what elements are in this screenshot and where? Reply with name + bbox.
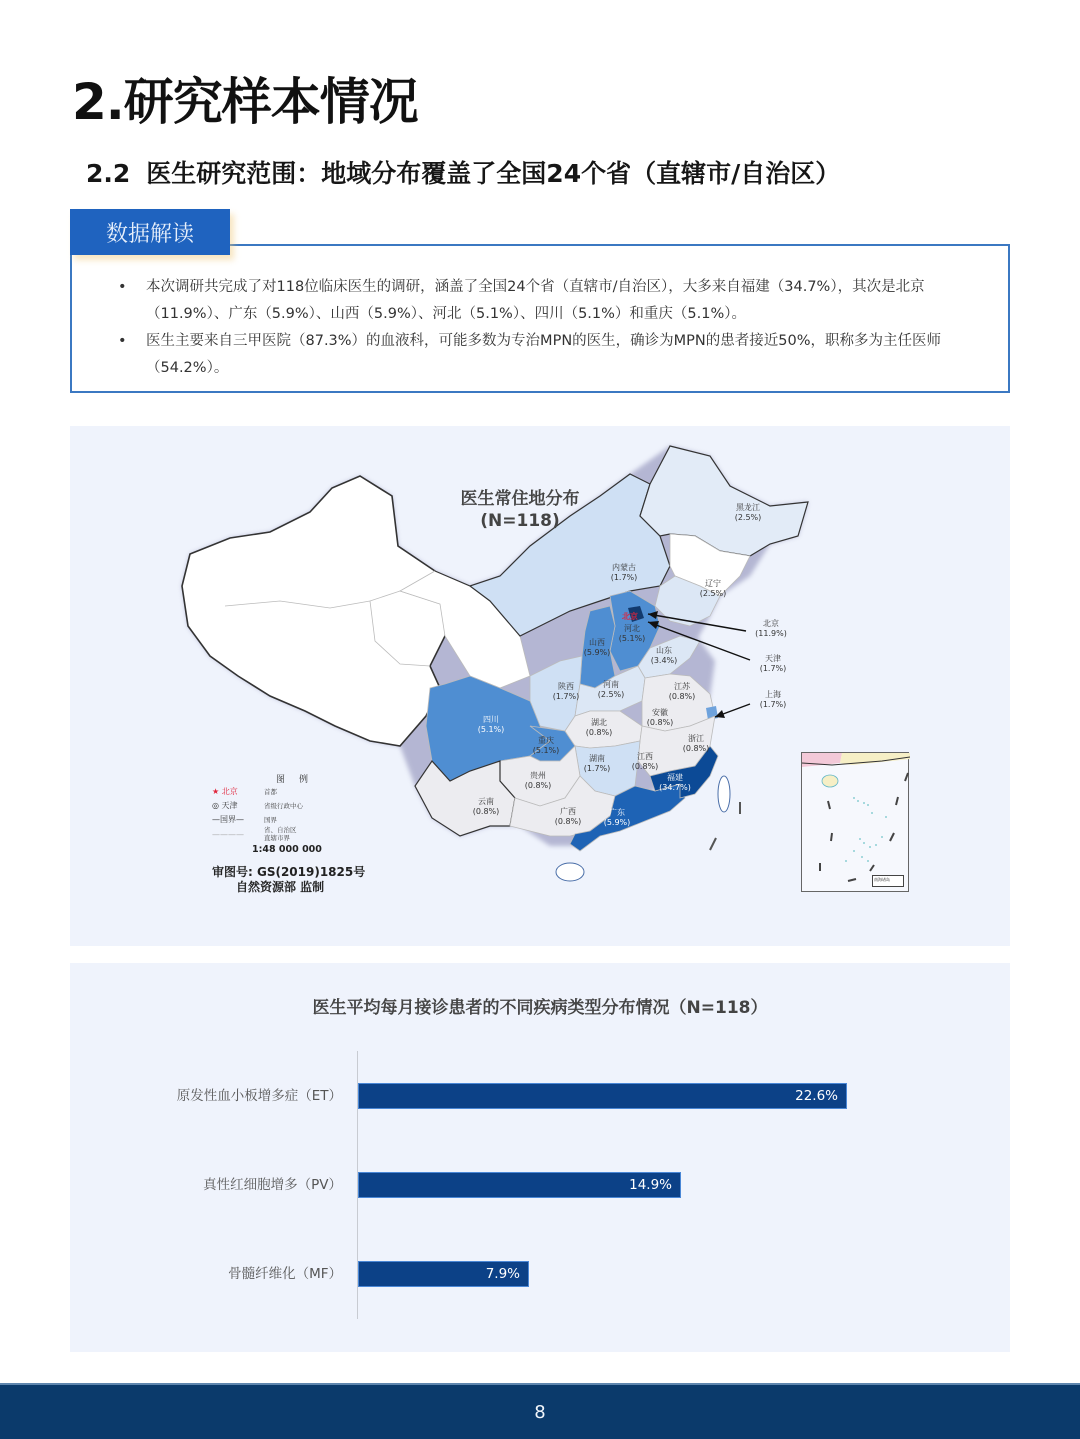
province-label: 福建 (34.7%) [659,773,691,792]
review-org: 自然资源部 监制 [236,880,325,894]
province-label: 河北 (5.1%) [618,624,646,643]
map-title-line2: (N=118) [480,511,560,531]
review-number: 审图号: GS(2019)1825号 [212,865,366,879]
bar-et [358,1083,847,1109]
page-number: 8 [534,1401,546,1423]
page-title: 2.研究样本情况 [72,73,418,131]
inset-map [802,753,910,893]
province-label: 重庆 (5.1%) [532,736,560,755]
province-label: 山东 (3.4%) [650,646,678,665]
border-line-icon: —国界— [212,815,244,824]
province-line-icon: ———— [212,829,244,839]
south-china-sea-inset [801,752,909,892]
legend-row: ◎ 天津 省级行政中心 [212,801,303,810]
chart-title: 医生平均每月接诊患者的不同疾病类型分布情况（N=118） [312,998,768,1018]
bar-pv [358,1172,681,1198]
data-reading-list [116,274,992,382]
province-label: 北京 (11.9%) [755,619,787,638]
province-label: 贵州 (0.8%) [524,771,552,790]
province-label: 内蒙古 (1.7%) [610,563,638,582]
inset-badge: 南海诸岛 [872,875,904,887]
legend-row: ★ 北京 首都 [212,787,277,796]
province-label: 云南 (0.8%) [472,797,500,816]
map-scale: 1:48 000 000 [252,844,322,855]
data-reading-tab: 数据解读 [70,209,230,255]
province-label: 上海 (1.7%) [759,690,787,709]
legend-row: —国界— 国界 [212,815,277,824]
map-title-line1: 医生常住地分布 [460,489,580,509]
region-west [182,476,450,746]
data-reading-bullet: • 医生主要来自三甲医院（87.3%）的血液科，可能多数为专治MPN的医生，确诊为MPN的患者接近50%，职称多为主任医师（54.2%）。 [116,328,992,382]
circle-dot-icon: ◎ 天津 [212,801,238,810]
capital-label: 北京 [622,612,638,621]
province-label: 浙江 (0.8%) [682,734,710,753]
province-label: 江西 (0.8%) [631,752,659,771]
bar-row [70,1172,1010,1198]
province-label: 广东 (5.9%) [603,808,631,827]
province-label: 江苏 (0.8%) [668,682,696,701]
section-title-text: 医生研究范围：地域分布覆盖了全国24个省（直辖市/自治区） [146,159,841,188]
province-label: 广西 (0.8%) [554,807,582,826]
bar-label: 原发性血小板增多症（ET） [176,1088,342,1104]
map-panel [70,426,1010,946]
data-reading-bullet: • 本次调研共完成了对118位临床医生的调研，涵盖了全国24个省（直辖市/自治区），大多来自福建（34.7%），其次是北京（11.9%）、广东（5.9%）、山西（5.9%）、河北（5.1%）、四川（5.1%）和重庆（5.1%）。 [116,274,992,328]
region-taiwan [718,776,730,812]
section-number: 2.2 [86,159,131,188]
province-label: 天津 (1.7%) [759,654,787,673]
data-reading-box [70,244,1010,393]
province-label: 黑龙江 (2.5%) [734,503,762,522]
province-label: 安徽 (0.8%) [646,708,674,727]
province-label: 湖南 (1.7%) [583,754,611,773]
region-hainan [556,863,584,881]
map-title [450,488,590,532]
bar-chart-panel [70,963,1010,1352]
bar-label: 骨髓纤维化（MF） [228,1266,342,1282]
province-label: 辽宁 (2.5%) [699,579,727,598]
bar-value: 7.9% [485,1266,520,1282]
province-label: 湖北 (0.8%) [585,718,613,737]
province-label: 四川 (5.1%) [477,715,505,734]
bar-label: 真性红细胞增多（PV） [203,1177,342,1193]
province-label: 山西 (5.9%) [583,638,611,657]
legend-row: ———— 省、自治区 直辖市界 [212,826,297,842]
bar-value: 22.6% [795,1088,838,1104]
province-label: 陕西 (1.7%) [552,682,580,701]
province-label: 河南 (2.5%) [597,680,625,699]
section-title [86,154,840,190]
bar-row [70,1261,1010,1287]
bar-mf [358,1261,529,1287]
sea-border-mark [710,838,716,850]
bar-value: 14.9% [629,1177,672,1193]
legend-title: 图例 [276,775,323,785]
bar-row [70,1083,1010,1109]
star-icon: ★ 北京 [212,787,238,796]
footer-bar [0,1383,1080,1439]
